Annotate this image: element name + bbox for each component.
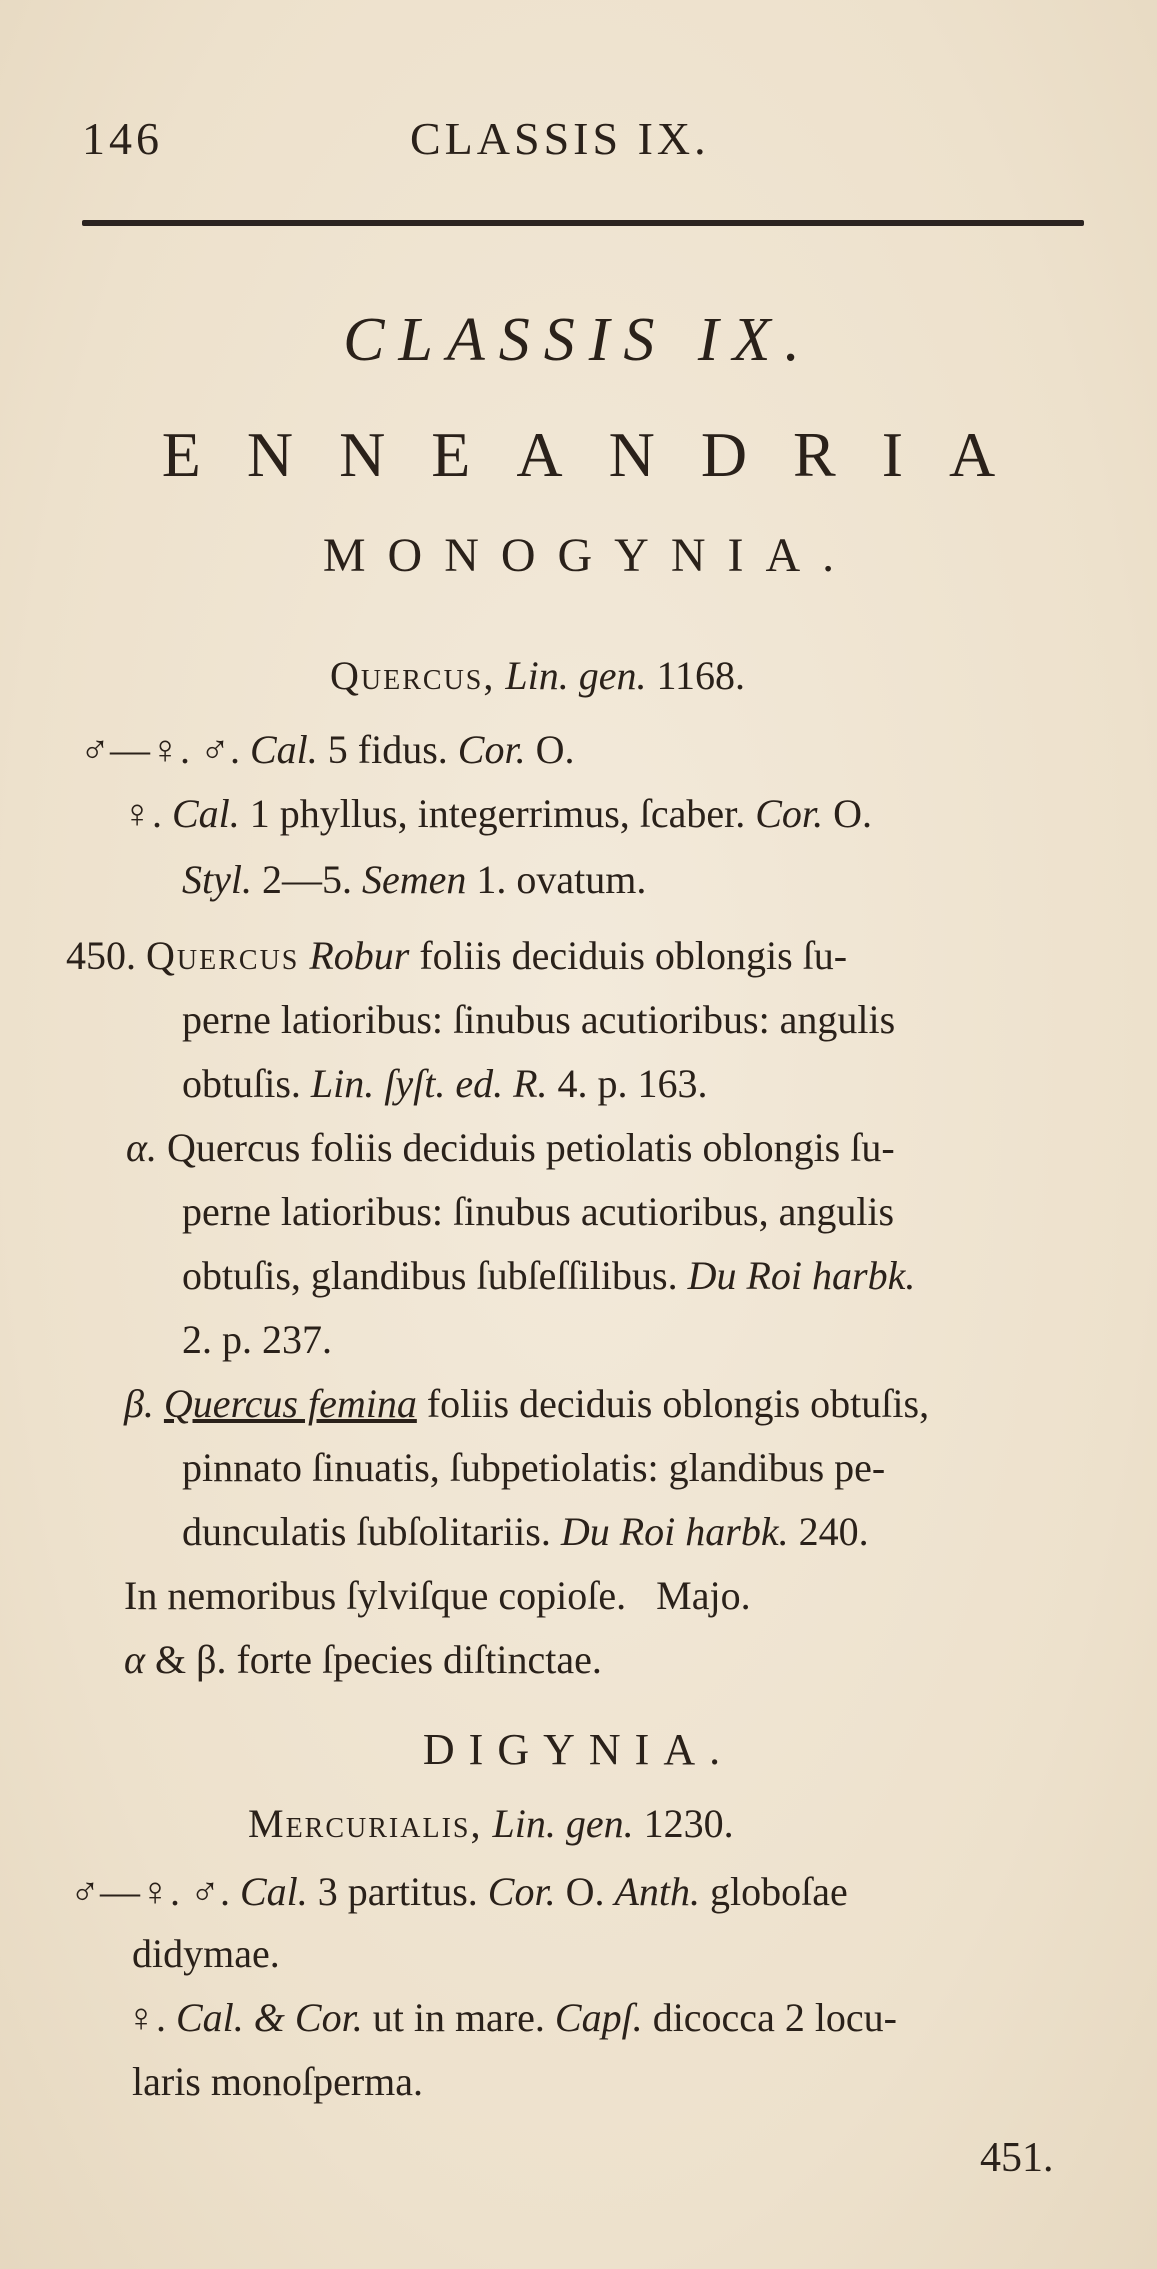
species-name: Robur [309,933,410,978]
female-symbol: ♀. [126,1995,166,2040]
text: O. [833,791,872,836]
species-450-line-3 [182,1060,708,1107]
mercurialis-char-line-4: laris monoſperma. [132,2059,424,2104]
variety-alpha-line-3 [182,1252,915,1299]
term: Cor. [457,727,526,772]
variety-alpha-line-1 [126,1124,895,1171]
alpha-mark: α. [126,1125,157,1170]
term: Anth. [614,1869,701,1914]
species-genus: Quercus [146,933,300,978]
genus-name: Mercurialis, [248,1801,483,1846]
text: ut in mare. [372,1995,545,2040]
beta-mark: β. [124,1381,154,1426]
sex-symbols: ♂—♀. ♂. [80,727,240,772]
species-number: 450. [66,933,136,978]
order-heading: ENNEANDRIA [161,419,1042,490]
text: 3 partitus. [317,1869,478,1914]
text: 4. p. 163. [557,1061,708,1106]
text: obtuſis. [182,1061,301,1106]
genus-name: Quercus, [330,653,496,698]
female-symbol: ♀. [122,791,162,836]
species-450-line-1 [66,932,847,979]
mercurialis-char-line-2: didymae. [132,1931,280,1976]
mercurialis-char-line-3 [126,1994,897,2041]
term: Cal. & Cor. [176,1995,363,2040]
text: 1. ovatum. [476,857,647,902]
text: foliis deciduis oblongis obtuſis, [426,1381,930,1426]
synonym-name: Quercus femina [163,1381,417,1426]
genus-reference: Lin. gen. [505,653,647,698]
quercus-char-line-3 [182,856,646,903]
note-line [124,1636,602,1683]
reference: Du Roi harbk. [560,1509,789,1554]
genus-reference: Lin. gen. [492,1801,634,1846]
term: Semen [361,857,467,902]
term: Cal. [240,1869,308,1914]
mercurialis-char-line-1 [70,1868,848,1915]
alpha-mark: α [124,1637,145,1682]
text: dunculatis ſubſolitariis. [182,1509,551,1554]
text: globoſae [710,1869,848,1914]
term: Cor. [755,791,824,836]
term: Cor. [487,1869,556,1914]
text: 1 phyllus, integerrimus, ſcaber. [249,791,746,836]
reference: Lin. ſyſt. ed. R. [310,1061,548,1106]
quercus-char-line-2 [122,790,872,837]
running-title: CLASSIS IX. [410,113,710,164]
page-number: 146 [82,113,163,164]
habitat-line: In nemoribus ſylviſque copioſe. Majo. [124,1573,751,1618]
suborder-heading-digynia: DIGYNIA. [422,1725,735,1774]
variety-beta-line-1 [124,1380,929,1427]
text: O. [535,727,575,772]
genus-heading-quercus [330,652,745,699]
suborder-heading: MONOGYNIA. [322,529,857,582]
text: O. [565,1869,605,1914]
text: dicocca 2 locu- [652,1995,898,2040]
genus-reference-number: 1230. [643,1801,734,1846]
term: Capſ. [554,1995,643,2040]
term: Cal. [250,727,318,772]
text: forte ſpecies diſtinctae. [236,1637,602,1682]
term: Cal. [172,791,240,836]
text: 2—5. [261,857,352,902]
variety-beta-line-2: pinnato ſinuatis, ſubpetiolatis: glandibus pe- [182,1445,886,1490]
text: 240. [798,1509,869,1554]
variety-alpha-line-2: perne latioribus: ſinubus acutioribus, angulis [182,1189,895,1234]
genus-heading-mercurialis [248,1800,734,1847]
genus-reference-number: 1168. [656,653,745,698]
text: & β. [155,1637,227,1682]
catchword: 451. [980,2135,1054,2181]
text: obtuſis, glandibus ſubſeſſilibus. [182,1253,678,1298]
sex-symbols: ♂—♀. ♂. [70,1869,230,1914]
text: 5 fidus. [327,727,448,772]
text: foliis deciduis oblongis ſu- [419,933,848,978]
quercus-char-line-1 [80,726,575,773]
reference: Du Roi harbk. [687,1253,916,1298]
text: Quercus foliis deciduis petiolatis oblongis ſu- [167,1125,895,1170]
header-rule [82,220,1084,226]
variety-beta-line-3 [182,1508,869,1555]
term: Styl. [182,857,252,902]
variety-alpha-line-4: 2. p. 237. [182,1317,332,1362]
class-heading: CLASSIS IX. [343,306,814,374]
species-450-line-2: perne latioribus: ſinubus acutioribus: angulis [182,997,896,1042]
